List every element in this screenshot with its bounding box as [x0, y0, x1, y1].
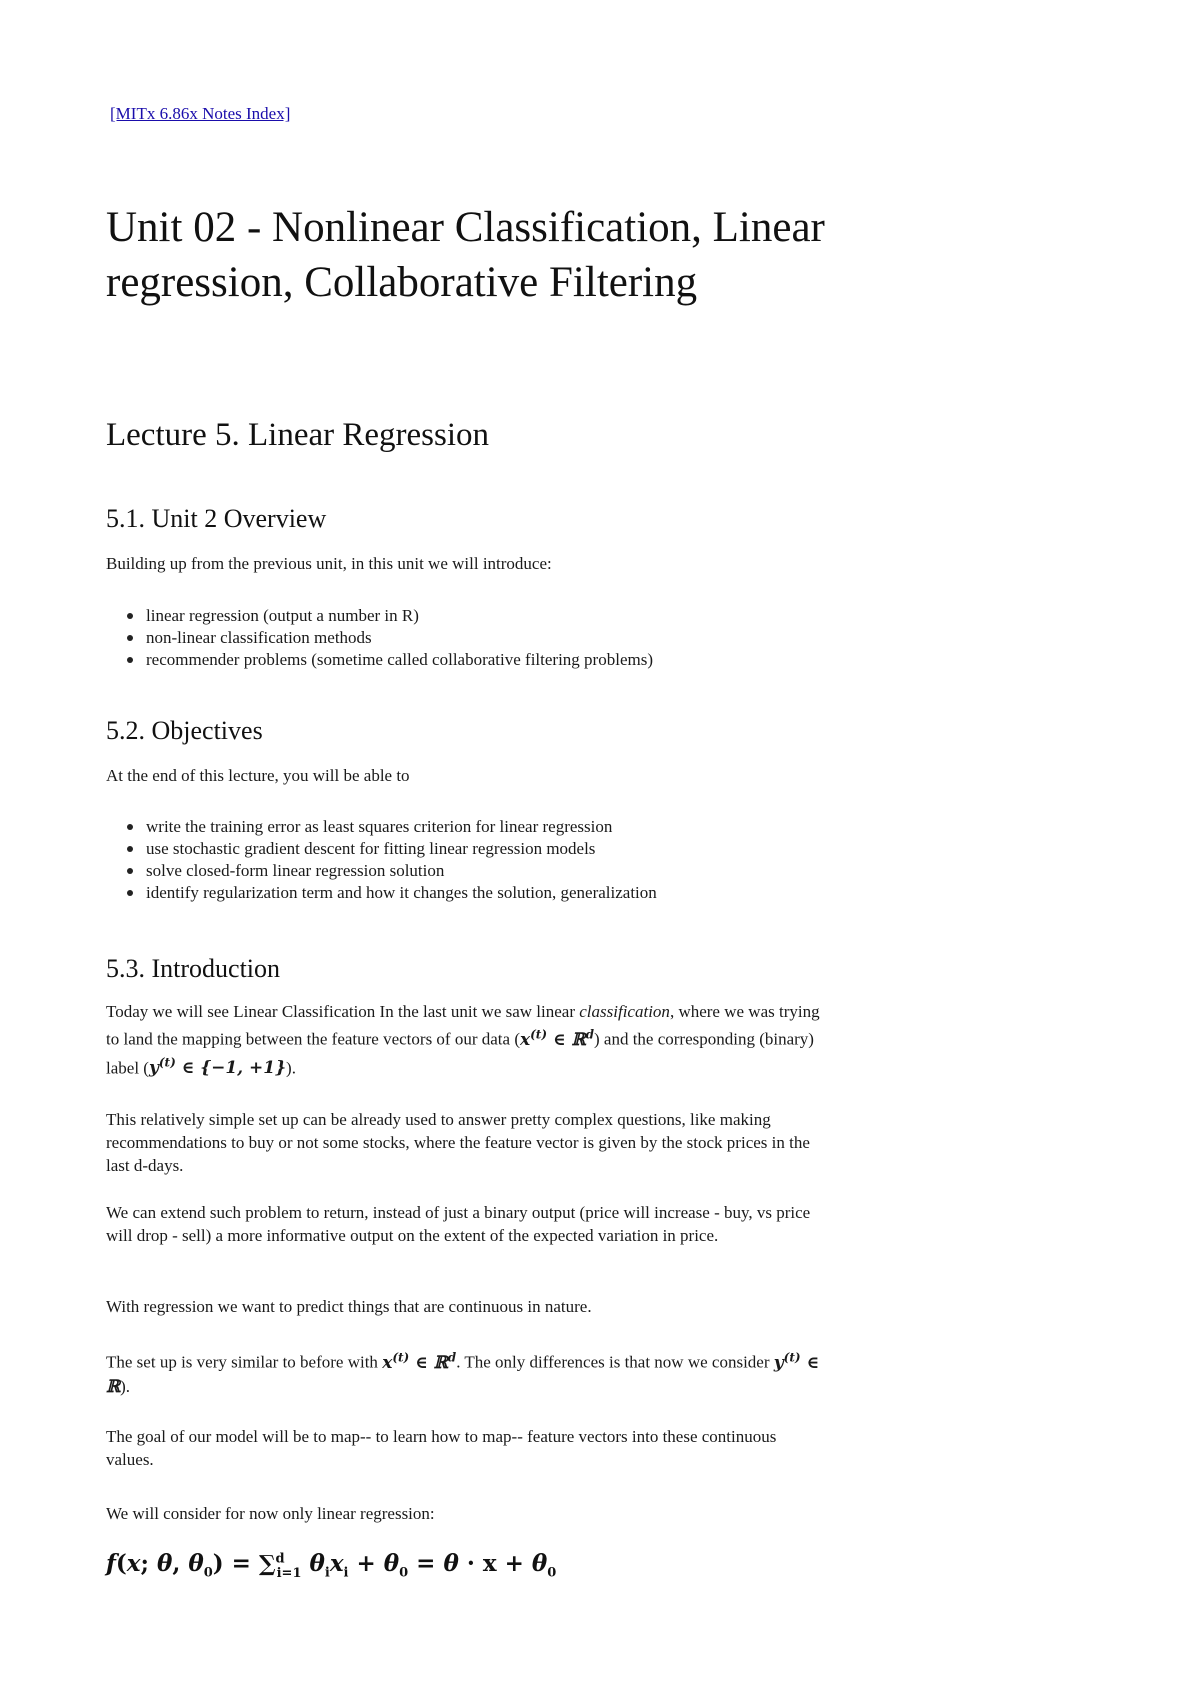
- list-item: linear regression (output a number in R): [106, 605, 653, 627]
- intro-paragraph-2: This relatively simple set up can be already used to answer pretty complex questions, like making recommendations to buy or not some stocks, where the feature vector is given by the stock prices in the last d-days.: [106, 1110, 810, 1175]
- page-title: Unit 02 - Nonlinear Classification, Linear regression, Collaborative Filtering: [106, 204, 825, 306]
- list-item: use stochastic gradient descent for fitting linear regression models: [106, 838, 657, 860]
- math-x-in-rd: $x^{(t)}$ ∈ ℝ$^d$: [382, 1350, 457, 1373]
- list-item: write the training error as least squares criterion for linear regression: [106, 816, 657, 838]
- overview-intro: Building up from the previous unit, in this unit we will introduce:: [106, 554, 552, 573]
- lecture-title: Lecture 5. Linear Regression: [106, 417, 490, 453]
- intro-paragraph-7: We will consider for now only linear regression:: [106, 1504, 435, 1523]
- intro-paragraph-6: The goal of our model will be to map-- to learn how to map-- feature vectors into these continuous values.: [106, 1427, 777, 1469]
- math-x-in-rd: $x^{(t)}$ ∈ ℝ$^d$: [519, 1027, 594, 1050]
- list-item: identify regularization term and how it changes the solution, generalization: [106, 882, 657, 904]
- linear-regression-equation: f(x; θ, $\theta_0) = \sum^d_{i=1}$ $\theta_ix_i + \theta_0 = \theta \cdot x + \theta_0$: [106, 1550, 557, 1581]
- objectives-intro: At the end of this lecture, you will be able to: [106, 766, 410, 785]
- intro-paragraph-5: The set up is very similar to before with $x^{(t)}$ ∈ ℝ$^d$. The only differences is that now we consider $y^{(t)}$ ∈ ℝ).: [106, 1350, 820, 1397]
- list-item: non-linear classification methods: [106, 627, 653, 649]
- intro-paragraph-3: We can extend such problem to return, instead of just a binary output (price will increase - buy, vs price will drop - sell) a more informative output on the extent of the expected variation in price.: [106, 1203, 811, 1245]
- section-heading-overview: 5.1. Unit 2 Overview: [106, 504, 327, 533]
- section-heading-objectives: 5.2. Objectives: [106, 716, 263, 745]
- intro-paragraph-4: With regression we want to predict things that are continuous in nature.: [106, 1297, 592, 1316]
- objectives-list: [106, 816, 657, 904]
- math-y-in-r: $y^{(t)}$ ∈ ℝ: [106, 1350, 820, 1397]
- intro-paragraph-1: Today we will see Linear Classification In the last unit we saw linear classification, where we was trying to land the mapping between the feature vectors of our data ($x^{(t)}$ ∈ ℝ$^d$) and the corresponding (binary) label ($y^{(t)}$ ∈ {−1, +1}).: [106, 1002, 820, 1079]
- section-heading-introduction: 5.3. Introduction: [106, 954, 281, 983]
- notes-index-link[interactable]: [MITx 6.86x Notes Index]: [110, 104, 291, 123]
- list-item: recommender problems (sometime called collaborative filtering problems): [106, 649, 653, 671]
- math-y-in-set: $y^{(t)}$ ∈ {−1, +1}: [148, 1055, 287, 1079]
- list-item: solve closed-form linear regression solution: [106, 860, 657, 882]
- emphasis-classification: classification: [579, 1002, 670, 1021]
- overview-list: [106, 605, 653, 671]
